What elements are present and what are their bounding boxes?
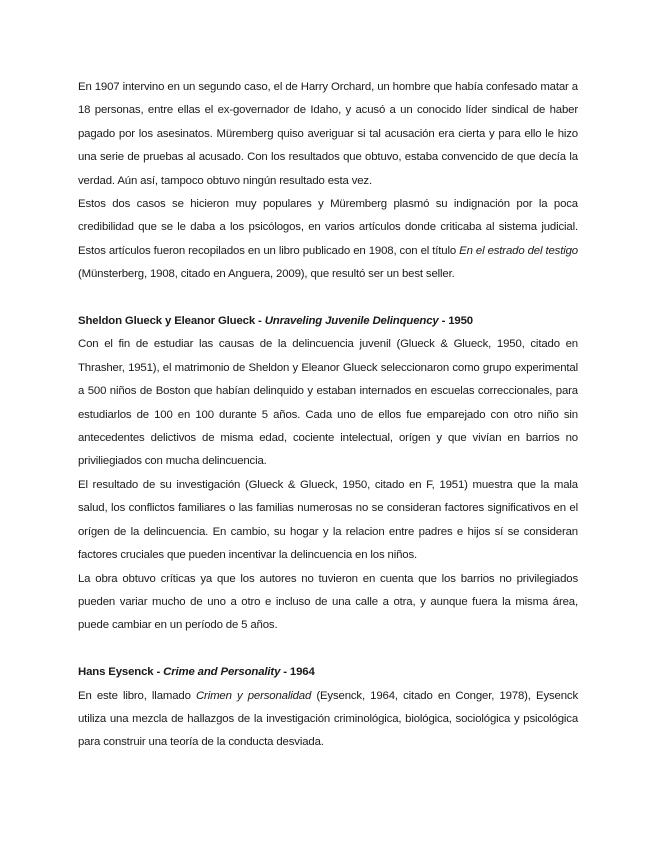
glueck-heading-year: - 1950 [438, 315, 473, 328]
section-spacer [78, 287, 578, 310]
articles-text-end: (Münsterberg, 1908, citado en Anguera, 2009), que resultó ser un best seller. [78, 268, 455, 281]
book-title-testigo: En el estrado del testigo [459, 244, 578, 257]
section-spacer [78, 638, 578, 661]
eysenck-heading-year: - 1964 [280, 666, 315, 679]
glueck-criticism-paragraph: La obra obtuvo críticas ya que los autores no tuvieron en cuenta que los barrios no privilegiados pueden variar mucho de uno a otro e incluso de una calle a otra, y aunque fuera la misma área, puede cambiar en un período de 5 años. [78, 572, 578, 632]
glueck-results-paragraph: El resultado de su investigación (Glueck & Glueck, 1950, citado en F, 1951) muestra que la mala salud, los conflictos familiares o las familias numerosas no se consideran factores significativos en el orígen de la delincuencia. En cambio, su hogar y la relacion entre padres e hijos sí se consideran factores cruciales que pueden incentivar la delincuencia en los niños. [78, 478, 578, 562]
book-title-crimen: Crimen y personalidad [195, 689, 312, 702]
eysenck-paragraph [78, 685, 578, 755]
eysenck-text-end: (Eysenck, 1964, citado en Conger, 1978), Eysenck utiliza una mezcla de hallazgos de la investigación criminológica, biológica, sociológica y psicológica para construir una teoría de la conducta desviada. [78, 689, 579, 749]
eysenck-text-start: En este libro, llamado [78, 689, 196, 702]
glueck-heading-authors: Sheldon Glueck y Eleanor Glueck - [78, 315, 265, 328]
document-page [78, 76, 578, 755]
eysenck-heading-author: Hans Eysenck - [78, 666, 164, 679]
articles-text-start: Estos dos casos se hicieron muy populares y Müremberg plasmó su indignación por la poca credibilidad que se le daba a los psicólogos, en varios artículos donde criticaba al sistema judicial. Estos artículos fueron recopilados en un libro publicado en 1908, con el título [78, 198, 578, 257]
articles-paragraph [78, 193, 578, 287]
eysenck-heading [78, 661, 578, 684]
eysenck-heading-title: Crime and Personality [163, 666, 281, 679]
glueck-heading [78, 310, 578, 333]
glueck-study-paragraph: Con el fin de estudiar las causas de la delincuencia juvenil (Glueck & Glueck, 1950, citado en Thrasher, 1951), el matrimonio de Sheldon y Eleanor Glueck seleccionaron como grupo experimental a 500 niños de Boston que habían delinquido y estaban internados en escuelas correccionales, para estudiarlos de 100 en 100 durante 5 años. Cada uno de ellos fue emparejado con otro niño sin antecedentes delictivos de misma edad, cociente intelectual, orígen y que vivían en barrios no priviliegiados con mucha delincuencia. [78, 338, 578, 468]
glueck-heading-title: Unraveling Juvenile Delinquency [264, 315, 439, 328]
orchard-paragraph: En 1907 intervino en un segundo caso, el de Harry Orchard, un hombre que había confesado matar a 18 personas, entre ellas el ex-governador de Idaho, y acusó a un conocido líder sindical de haber pagado por los asesinatos. Müremberg quiso averiguar si tal acusación era cierta y para ello le hizo una serie de pruebas al acusado. Con los resultados que obtuvo, estaba convencido de que decía la verdad. Aún así, tampoco obtuvo ningún resultado esta vez. [78, 81, 578, 187]
